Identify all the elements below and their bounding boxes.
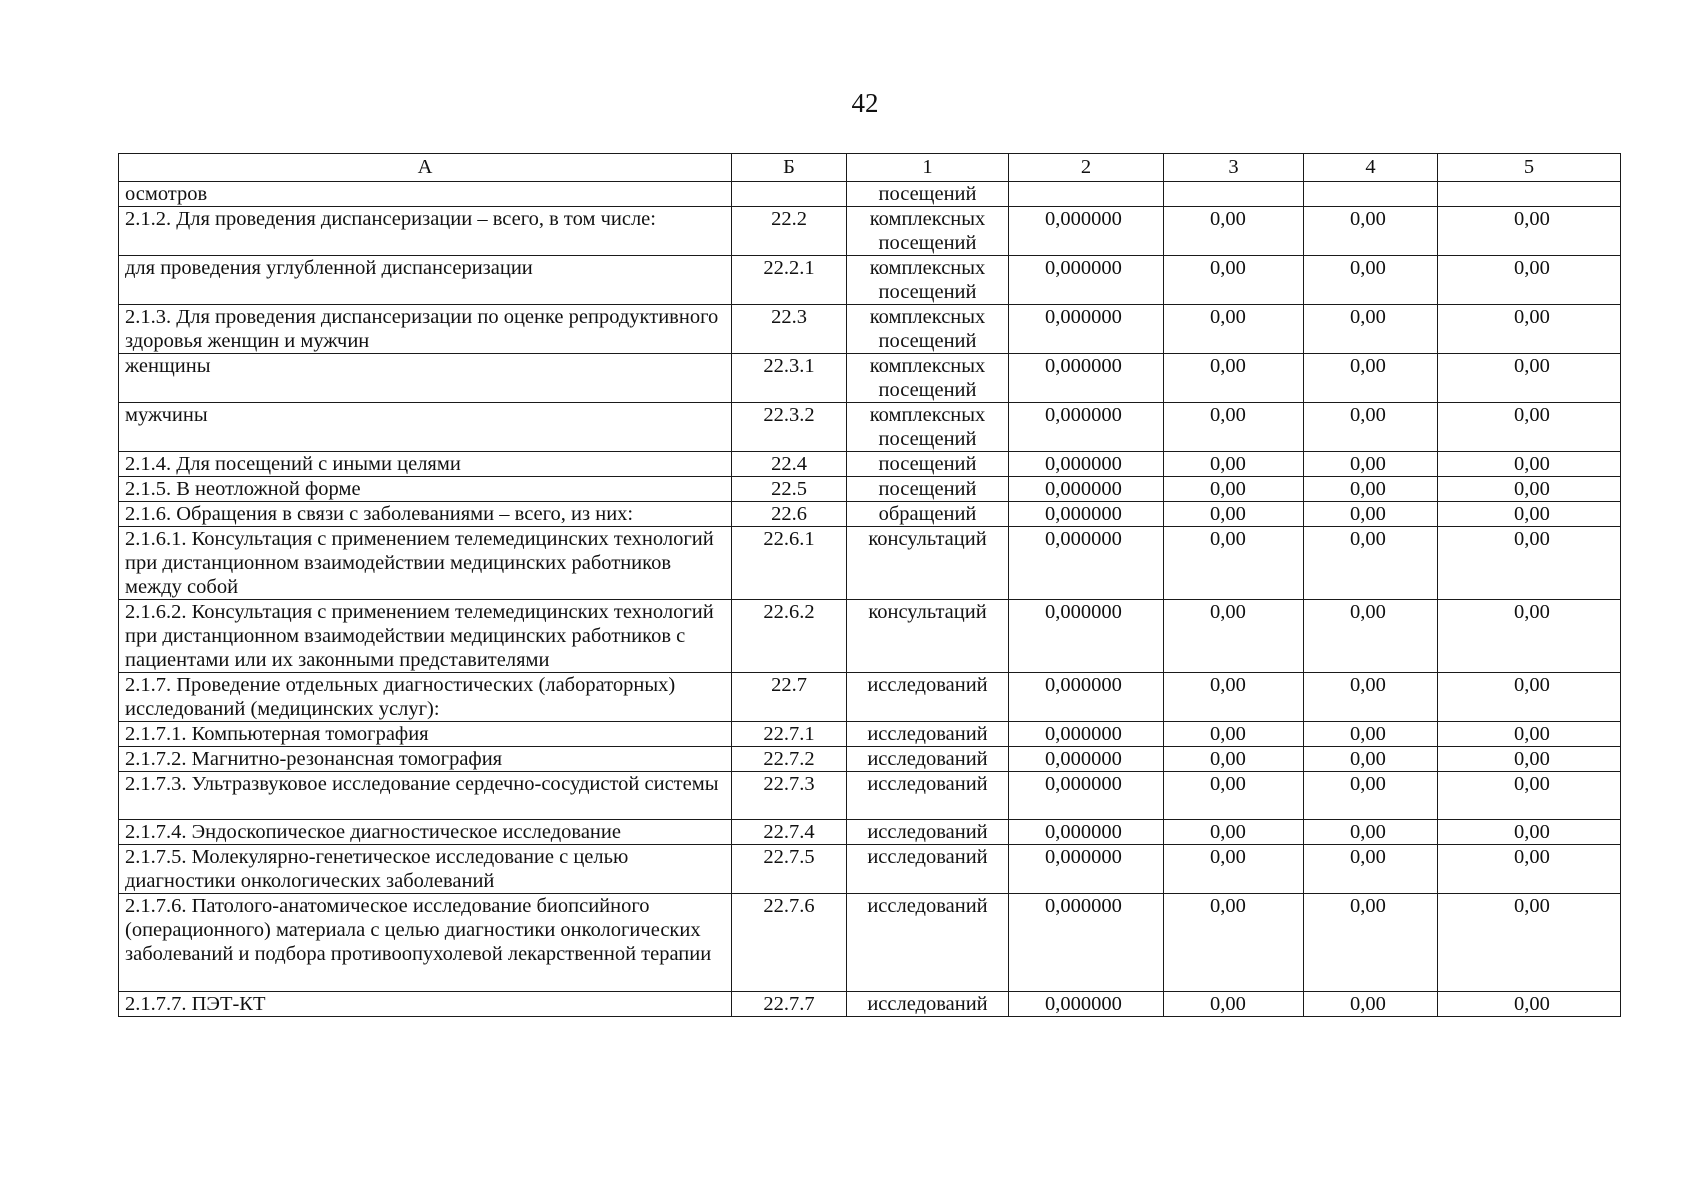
row-col3-cell — [1164, 182, 1304, 207]
row-col2-cell: 0,000000 — [1009, 820, 1164, 845]
row-col3-cell: 0,00 — [1164, 207, 1304, 256]
row-col5-cell: 0,00 — [1438, 207, 1621, 256]
row-unit-cell: комплексных посещений — [847, 354, 1009, 403]
row-code-cell: 22.7.3 — [732, 772, 847, 820]
row-col4-cell: 0,00 — [1304, 673, 1438, 722]
row-col5-cell: 0,00 — [1438, 452, 1621, 477]
row-unit-cell: обращений — [847, 502, 1009, 527]
row-label-cell: 2.1.7.5. Молекулярно-генетическое исследование с целью диагностики онкологических заболеваний — [119, 845, 732, 894]
row-code-cell: 22.7.2 — [732, 747, 847, 772]
row-col2-cell: 0,000000 — [1009, 256, 1164, 305]
row-label-cell: 2.1.7. Проведение отдельных диагностических (лабораторных) исследований (медицинских услуг): — [119, 673, 732, 722]
row-col3-cell: 0,00 — [1164, 452, 1304, 477]
row-col2-cell: 0,000000 — [1009, 747, 1164, 772]
table-row — [119, 673, 1621, 722]
row-col3-cell: 0,00 — [1164, 502, 1304, 527]
header-cell-b: Б — [732, 154, 847, 182]
row-unit-cell: посещений — [847, 452, 1009, 477]
table-row — [119, 256, 1621, 305]
row-code-cell: 22.6.2 — [732, 600, 847, 673]
row-col3-cell: 0,00 — [1164, 673, 1304, 722]
row-col2-cell: 0,000000 — [1009, 722, 1164, 747]
row-col4-cell: 0,00 — [1304, 354, 1438, 403]
table-row — [119, 747, 1621, 772]
row-col4-cell: 0,00 — [1304, 845, 1438, 894]
header-cell-2: 2 — [1009, 154, 1164, 182]
row-col5-cell: 0,00 — [1438, 477, 1621, 502]
row-col4-cell: 0,00 — [1304, 207, 1438, 256]
row-label-cell: 2.1.7.6. Патолого-анатомическое исследование биопсийного (операционного) материала с целью диагностики онкологических заболеваний и подбора противоопухолевой лекарственной терапии — [119, 894, 732, 992]
row-unit-cell: консультаций — [847, 600, 1009, 673]
row-col4-cell: 0,00 — [1304, 772, 1438, 820]
row-col2-cell: 0,000000 — [1009, 477, 1164, 502]
row-code-cell — [732, 182, 847, 207]
row-code-cell: 22.2 — [732, 207, 847, 256]
table-body — [119, 182, 1621, 1017]
row-label-cell: мужчины — [119, 403, 732, 452]
row-label-cell: 2.1.5. В неотложной форме — [119, 477, 732, 502]
row-col3-cell: 0,00 — [1164, 772, 1304, 820]
table-row — [119, 403, 1621, 452]
row-unit-cell: комплексных посещений — [847, 305, 1009, 354]
row-col3-cell: 0,00 — [1164, 722, 1304, 747]
row-col5-cell: 0,00 — [1438, 747, 1621, 772]
row-col5-cell: 0,00 — [1438, 722, 1621, 747]
row-code-cell: 22.3 — [732, 305, 847, 354]
row-col3-cell: 0,00 — [1164, 305, 1304, 354]
row-code-cell: 22.3.1 — [732, 354, 847, 403]
row-col2-cell — [1009, 182, 1164, 207]
row-col3-cell: 0,00 — [1164, 845, 1304, 894]
table-row — [119, 600, 1621, 673]
row-col2-cell: 0,000000 — [1009, 207, 1164, 256]
row-code-cell: 22.7 — [732, 673, 847, 722]
row-unit-cell: исследований — [847, 820, 1009, 845]
table-row — [119, 305, 1621, 354]
row-col3-cell: 0,00 — [1164, 256, 1304, 305]
row-unit-cell: исследований — [847, 992, 1009, 1017]
row-col4-cell: 0,00 — [1304, 403, 1438, 452]
row-unit-cell: исследований — [847, 673, 1009, 722]
row-unit-cell: комплексных посещений — [847, 207, 1009, 256]
row-col4-cell: 0,00 — [1304, 452, 1438, 477]
row-col3-cell: 0,00 — [1164, 403, 1304, 452]
row-col4-cell: 0,00 — [1304, 477, 1438, 502]
row-col2-cell: 0,000000 — [1009, 452, 1164, 477]
row-col4-cell: 0,00 — [1304, 305, 1438, 354]
row-label-cell: 2.1.6. Обращения в связи с заболеваниями – всего, из них: — [119, 502, 732, 527]
row-label-cell: 2.1.7.3. Ультразвуковое исследование сердечно-сосудистой системы — [119, 772, 732, 820]
row-col5-cell: 0,00 — [1438, 305, 1621, 354]
row-col5-cell — [1438, 182, 1621, 207]
row-unit-cell: консультаций — [847, 527, 1009, 600]
row-code-cell: 22.7.5 — [732, 845, 847, 894]
row-col4-cell — [1304, 182, 1438, 207]
table-row — [119, 772, 1621, 820]
row-col3-cell: 0,00 — [1164, 527, 1304, 600]
table-row — [119, 477, 1621, 502]
row-col2-cell: 0,000000 — [1009, 992, 1164, 1017]
row-col4-cell: 0,00 — [1304, 722, 1438, 747]
page-number: 42 — [851, 88, 879, 118]
row-code-cell: 22.3.2 — [732, 403, 847, 452]
row-label-cell: 2.1.6.2. Консультация с применением телемедицинских технологий при дистанционном взаимодействии медицинских работников с пациентами или их законными представителями — [119, 600, 732, 673]
data-table — [118, 153, 1621, 1017]
row-col3-cell: 0,00 — [1164, 354, 1304, 403]
row-label-cell: 2.1.4. Для посещений с иными целями — [119, 452, 732, 477]
table-row — [119, 182, 1621, 207]
row-unit-cell: посещений — [847, 182, 1009, 207]
row-label-cell: 2.1.3. Для проведения диспансеризации по оценке репродуктивного здоровья женщин и мужчин — [119, 305, 732, 354]
row-unit-cell: исследований — [847, 845, 1009, 894]
row-col2-cell: 0,000000 — [1009, 527, 1164, 600]
row-col4-cell: 0,00 — [1304, 894, 1438, 992]
row-col2-cell: 0,000000 — [1009, 305, 1164, 354]
row-col5-cell: 0,00 — [1438, 403, 1621, 452]
row-col5-cell: 0,00 — [1438, 502, 1621, 527]
table-row — [119, 992, 1621, 1017]
table-row — [119, 502, 1621, 527]
row-col2-cell: 0,000000 — [1009, 772, 1164, 820]
row-col5-cell: 0,00 — [1438, 527, 1621, 600]
row-col3-cell: 0,00 — [1164, 820, 1304, 845]
row-code-cell: 22.7.6 — [732, 894, 847, 992]
row-label-cell: женщины — [119, 354, 732, 403]
header-cell-3: 3 — [1164, 154, 1304, 182]
row-col2-cell: 0,000000 — [1009, 894, 1164, 992]
header-cell-5: 5 — [1438, 154, 1621, 182]
row-col4-cell: 0,00 — [1304, 820, 1438, 845]
row-label-cell: осмотров — [119, 182, 732, 207]
row-col3-cell: 0,00 — [1164, 477, 1304, 502]
table-row — [119, 452, 1621, 477]
row-col2-cell: 0,000000 — [1009, 845, 1164, 894]
row-unit-cell: комплексных посещений — [847, 256, 1009, 305]
row-unit-cell: исследований — [847, 772, 1009, 820]
row-col3-cell: 0,00 — [1164, 992, 1304, 1017]
row-col5-cell: 0,00 — [1438, 992, 1621, 1017]
row-col4-cell: 0,00 — [1304, 992, 1438, 1017]
row-code-cell: 22.5 — [732, 477, 847, 502]
row-code-cell: 22.7.1 — [732, 722, 847, 747]
row-col5-cell: 0,00 — [1438, 256, 1621, 305]
row-col5-cell: 0,00 — [1438, 894, 1621, 992]
table-row — [119, 354, 1621, 403]
table-row — [119, 722, 1621, 747]
row-col4-cell: 0,00 — [1304, 600, 1438, 673]
row-col2-cell: 0,000000 — [1009, 354, 1164, 403]
row-col2-cell: 0,000000 — [1009, 403, 1164, 452]
row-label-cell: 2.1.7.4. Эндоскопическое диагностическое исследование — [119, 820, 732, 845]
row-col5-cell: 0,00 — [1438, 820, 1621, 845]
row-col5-cell: 0,00 — [1438, 845, 1621, 894]
header-cell-a: А — [119, 154, 732, 182]
row-label-cell: 2.1.6.1. Консультация с применением телемедицинских технологий при дистанционном взаимодействии медицинских работников между собой — [119, 527, 732, 600]
row-label-cell: 2.1.2. Для проведения диспансеризации – всего, в том числе: — [119, 207, 732, 256]
row-label-cell: 2.1.7.7. ПЭТ-КТ — [119, 992, 732, 1017]
row-col4-cell: 0,00 — [1304, 256, 1438, 305]
row-label-cell: 2.1.7.2. Магнитно-резонансная томография — [119, 747, 732, 772]
row-label-cell: 2.1.7.1. Компьютерная томография — [119, 722, 732, 747]
header-cell-1: 1 — [847, 154, 1009, 182]
row-col3-cell: 0,00 — [1164, 747, 1304, 772]
header-row — [119, 154, 1621, 182]
row-code-cell: 22.6.1 — [732, 527, 847, 600]
row-label-cell: для проведения углубленной диспансеризации — [119, 256, 732, 305]
row-col5-cell: 0,00 — [1438, 673, 1621, 722]
row-col3-cell: 0,00 — [1164, 894, 1304, 992]
row-col2-cell: 0,000000 — [1009, 673, 1164, 722]
table-row — [119, 527, 1621, 600]
row-code-cell: 22.7.7 — [732, 992, 847, 1017]
row-col4-cell: 0,00 — [1304, 747, 1438, 772]
row-col5-cell: 0,00 — [1438, 354, 1621, 403]
row-col4-cell: 0,00 — [1304, 527, 1438, 600]
table-row — [119, 820, 1621, 845]
row-col2-cell: 0,000000 — [1009, 502, 1164, 527]
row-code-cell: 22.4 — [732, 452, 847, 477]
row-col2-cell: 0,000000 — [1009, 600, 1164, 673]
row-unit-cell: посещений — [847, 477, 1009, 502]
row-unit-cell: исследований — [847, 894, 1009, 992]
row-code-cell: 22.6 — [732, 502, 847, 527]
row-col5-cell: 0,00 — [1438, 772, 1621, 820]
row-col4-cell: 0,00 — [1304, 502, 1438, 527]
row-unit-cell: исследований — [847, 747, 1009, 772]
table-row — [119, 845, 1621, 894]
row-code-cell: 22.7.4 — [732, 820, 847, 845]
row-col3-cell: 0,00 — [1164, 600, 1304, 673]
table-row — [119, 207, 1621, 256]
row-unit-cell: исследований — [847, 722, 1009, 747]
header-cell-4: 4 — [1304, 154, 1438, 182]
row-col5-cell: 0,00 — [1438, 600, 1621, 673]
row-unit-cell: комплексных посещений — [847, 403, 1009, 452]
row-code-cell: 22.2.1 — [732, 256, 847, 305]
table-row — [119, 894, 1621, 992]
